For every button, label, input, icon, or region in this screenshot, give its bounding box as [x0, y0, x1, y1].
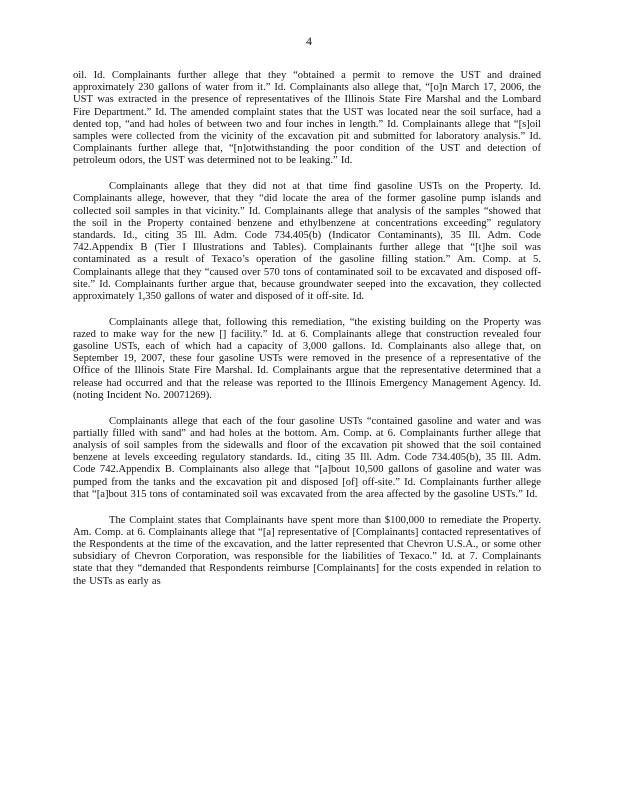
paragraph-3: Complainants allege that, following this remediation, “the existing building on the Property was razed to make way for the new [] facility.” Id. at 6. Complainants allege that construction revealed four gasoline USTs, each of which had a capacity of 3,000 gallons. Id. Complainants also allege that, on September 19, 2007, these four gasoline USTs were removed in the presence of a representative of the Office of the Illinois State Fire Marshal. Id. Complainants argue that the representative determined that a release had occurred and that the release was reported to the Illinois Emergency Management Agency. Id. (noting Incident No. 20071269). [73, 316, 541, 401]
paragraph-2: Complainants allege that they did not at that time find gasoline USTs on the Property. Id. Complainants allege, however, that they “did locate the area of the former gasoline pump islands and collected soil samples in that vicinity.” Id. Complainants allege that analysis of the samples “showed that the soil in the Property contained benzene and ethylbenzene at concentrations exceeding” regulatory standards. Id., citing 35 Ill. Adm. Code 734.405(b) (Indicator Contaminants), 35 Ill. Adm. Code 742.Appendix B (Tier I Illustrations and Tables). Complainants further allege that “[t]he soil was contaminated as a result of Texaco’s operation of the gasoline filling station.” Am. Comp. at 5. Complainants allege that they “caused over 570 tons of contaminated soil to be excavated and disposed off-site.” Id. Complainants further argue that, because groundwater seeped into the excavation, they collected approximately 1,350 gallons of water and disposed of it off-site. Id. [73, 181, 541, 302]
paragraph-1: oil. Id. Complainants further allege that they “obtained a permit to remove the UST and drained approximately 230 gallons of water from it.” Id. Complainants also allege that, “[o]n March 17, 2006, the UST was extracted in the presence of representatives of the Illinois State Fire Marshal and the Lombard Fire Department.” Id. The amended complaint states that the UST was located near the soil surface, had a dented top, “and had holes of between two and four inches in length.” Id. Complainants allege that “[s]oil samples were collected from the vicinity of the excavation pit and submitted for laboratory analysis.” Id. Complainants further allege that, “[n]otwithstanding the poor condition of the UST and detection of petroleum odors, the UST was determined not to be leaking.” Id. [73, 70, 541, 167]
document-body [73, 70, 541, 601]
page-number: 4 [306, 34, 312, 48]
paragraph-5: The Complaint states that Complainants have spent more than $100,000 to remediate the Property. Am. Comp. at 6. Complainants allege that “[a] representative of [Complainants] contacted representatives of the Respondents at the time of the excavation, and the latter represented that Chevron U.S.A., or some other subsidiary of Chevron Corporation, was responsible for the liabilities of Texaco.” Id. at 7. Complainants state that they “demanded that Respondents reimburse [Complainants] for the costs expended in relation to the USTs as early as [73, 514, 541, 587]
paragraph-4: Complainants allege that each of the four gasoline USTs “contained gasoline and water and was partially filled with sand” and had holes at the bottom. Am. Comp. at 6. Complainants further allege that analysis of soil samples from the sidewalls and floor of the excavation pit showed that the soil contained benzene at levels exceeding regulatory standards. Id., citing 35 Ill. Adm. Code 734.405(b), 35 Ill. Adm. Code 742.Appendix B. Complainants also allege that “[a]bout 10,500 gallons of gasoline and water was pumped from the tanks and the excavation pit and disposed [of] off-site.” Id. Complainants further allege that “[a]bout 315 tons of contaminated soil was excavated from the area affected by the gasoline USTs.” Id. [73, 415, 541, 500]
